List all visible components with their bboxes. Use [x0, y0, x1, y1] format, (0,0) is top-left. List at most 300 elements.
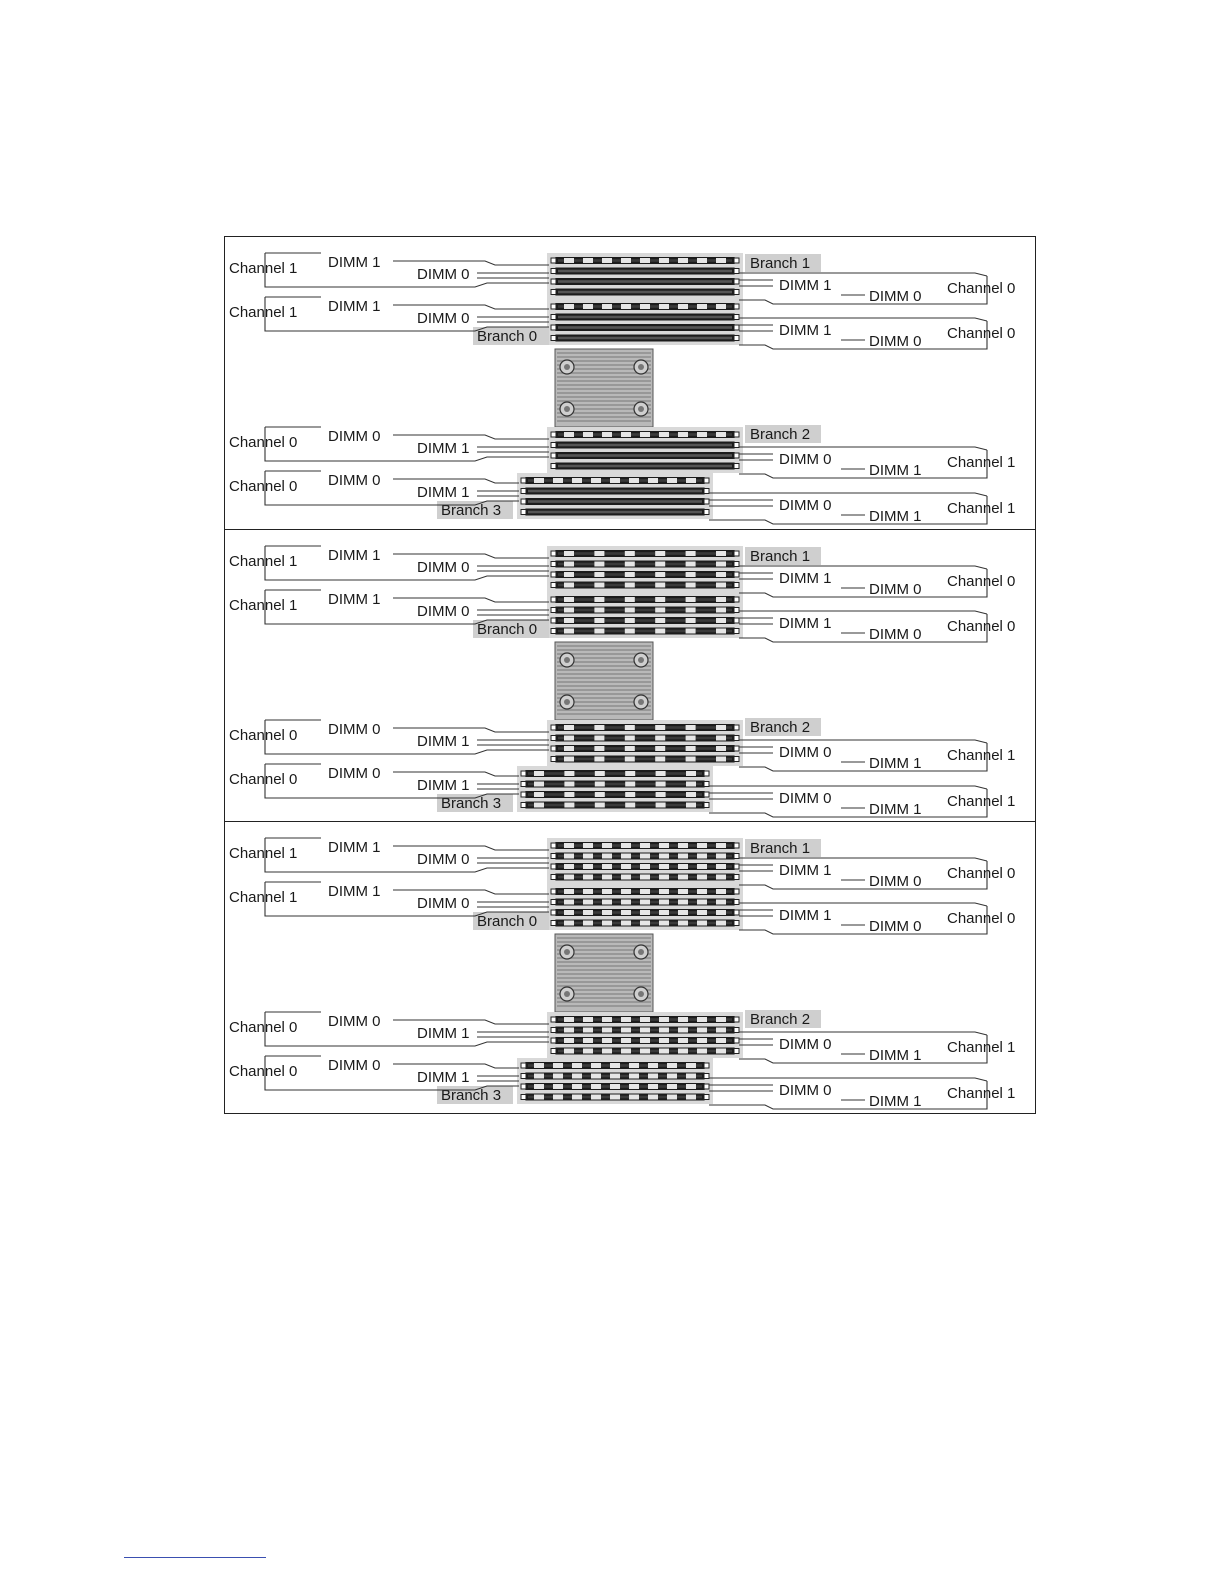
- dimm-chip: [564, 629, 574, 634]
- dimm-chip: [583, 910, 593, 915]
- dimm-chip: [553, 1084, 563, 1089]
- dimm-chip: [686, 782, 696, 787]
- dimm-edge: [558, 573, 732, 576]
- dimm-chip: [621, 1038, 631, 1043]
- dimm-chip: [648, 1095, 658, 1100]
- branch-label: Branch 0: [477, 913, 538, 930]
- dimm-chip: [625, 736, 635, 741]
- dimm-chip: [686, 771, 696, 776]
- dimm-slot: [551, 842, 739, 849]
- channel-bracket: [265, 427, 549, 461]
- leader-line: [393, 305, 549, 309]
- dimm-latch-left: [551, 1049, 556, 1054]
- dimm-chip: [697, 432, 707, 437]
- dimm-label: DIMM 0: [779, 744, 832, 761]
- dimm-chip: [564, 618, 574, 623]
- dimm-latch-left: [521, 792, 526, 797]
- dimm-chip: [583, 432, 593, 437]
- dimm-chip: [564, 757, 574, 762]
- channel-label: Channel 1: [947, 793, 1016, 810]
- channel-bracket: [739, 1032, 987, 1035]
- dimm-chip: [640, 432, 650, 437]
- dimm-latch-left: [521, 510, 526, 515]
- channel-label: Channel 1: [229, 553, 298, 570]
- dimm-latch-left: [521, 489, 526, 494]
- dimm-slot: [551, 1048, 739, 1055]
- dimm-chip: [625, 562, 635, 567]
- dimm-chip: [564, 1017, 574, 1022]
- dimm-label: DIMM 0: [869, 873, 922, 890]
- dimm-chip: [591, 1074, 601, 1079]
- dimm-chip: [656, 782, 666, 787]
- dimm-edge: [558, 270, 732, 273]
- dimm-slot: [551, 571, 739, 578]
- channel-bracket: [265, 1012, 549, 1046]
- channel-bracket: [709, 493, 987, 496]
- dimm-chip: [602, 1038, 612, 1043]
- panel-2-diagram: [225, 530, 1037, 822]
- dimm-chip: [678, 432, 688, 437]
- dimm-latch-left: [551, 921, 556, 926]
- dimm-chip: [602, 875, 612, 880]
- channel-bracket: [265, 297, 549, 331]
- dimm-slot: [551, 463, 739, 470]
- dimm-slot: [551, 735, 739, 742]
- dimm-chip: [534, 782, 544, 787]
- branch-label: Branch 3: [441, 1087, 502, 1104]
- dimm-latch-right: [734, 618, 739, 623]
- dimm-chip: [564, 562, 574, 567]
- channel-label: Channel 0: [947, 865, 1016, 882]
- dimm-latch-left: [551, 304, 556, 309]
- dimm-slot: [551, 561, 739, 568]
- dimm-chip: [621, 889, 631, 894]
- dimm-chip: [595, 782, 605, 787]
- channel-label: Channel 1: [947, 1085, 1016, 1102]
- channel-bracket: [739, 447, 987, 450]
- dimm-chip: [564, 597, 574, 602]
- dimm-latch-left: [551, 843, 556, 848]
- dimm-label: DIMM 0: [417, 895, 470, 912]
- heatsink-screw-center: [564, 699, 570, 705]
- dimm-chip: [697, 864, 707, 869]
- dimm-latch-left: [551, 258, 556, 263]
- branch-label: Branch 2: [750, 1011, 811, 1028]
- dimm-latch-right: [704, 782, 709, 787]
- dimm-chip: [716, 889, 726, 894]
- dimm-latch-right: [704, 1074, 709, 1079]
- branch-label: Branch 1: [750, 840, 811, 857]
- dimm-latch-right: [734, 562, 739, 567]
- dimm-chip: [686, 1074, 696, 1079]
- dimm-layout-panel-3: [225, 821, 1035, 1115]
- dimm-chip: [716, 562, 726, 567]
- dimm-group-branch1: [547, 253, 743, 299]
- dimm-slot: [551, 1016, 739, 1023]
- dimm-chip: [625, 551, 635, 556]
- dimm-label: DIMM 1: [417, 484, 470, 501]
- heatsink-screw-center: [564, 657, 570, 663]
- dimm-group-branch1: [547, 546, 743, 592]
- dimm-latch-left: [551, 551, 556, 556]
- dimm-chip: [686, 478, 696, 483]
- dimm-slot: [551, 628, 739, 635]
- dimm-edge: [528, 500, 702, 503]
- dimm-slot: [551, 596, 739, 603]
- dimm-latch-right: [734, 725, 739, 730]
- dimm-label: DIMM 1: [869, 801, 922, 818]
- dimm-chip: [716, 629, 726, 634]
- dimm-slot: [521, 477, 709, 484]
- dimm-chip: [583, 1038, 593, 1043]
- dimm-chip: [678, 900, 688, 905]
- channel-bracket: [739, 611, 987, 614]
- dimm-label: DIMM 1: [417, 1025, 470, 1042]
- dimm-label: DIMM 1: [328, 591, 381, 608]
- dimm-chip: [621, 1049, 631, 1054]
- dimm-slot: [521, 488, 709, 495]
- channel-bracket: [265, 590, 549, 624]
- dimm-chip: [716, 864, 726, 869]
- channel-bracket: [265, 720, 549, 754]
- dimm-chip: [678, 889, 688, 894]
- dimm-chip: [697, 1049, 707, 1054]
- dimm-chip: [625, 725, 635, 730]
- dimm-latch-right: [704, 499, 709, 504]
- dimm-label: DIMM 0: [417, 559, 470, 576]
- dimm-layout-panel-2: [225, 529, 1035, 821]
- dimm-slot: [551, 888, 739, 895]
- dimm-slot: [551, 874, 739, 881]
- dimm-latch-right: [734, 464, 739, 469]
- dimm-chip: [553, 1074, 563, 1079]
- dimm-chip: [572, 1063, 582, 1068]
- dimm-label: DIMM 0: [869, 581, 922, 598]
- dimm-latch-left: [551, 1038, 556, 1043]
- dimm-chip: [564, 792, 574, 797]
- dimm-chip: [564, 782, 574, 787]
- dimm-chip: [686, 551, 696, 556]
- channel-bracket: [709, 1078, 987, 1081]
- dimm-chip: [583, 258, 593, 263]
- dimm-edge: [558, 747, 732, 750]
- dimm-chip: [716, 608, 726, 613]
- dimm-latch-left: [551, 453, 556, 458]
- dimm-chip: [595, 792, 605, 797]
- branch-label: Branch 1: [750, 255, 811, 272]
- dimm-latch-left: [551, 1028, 556, 1033]
- dimm-chip: [594, 562, 604, 567]
- dimm-label: DIMM 0: [328, 472, 381, 489]
- dimm-label: DIMM 1: [779, 570, 832, 587]
- dimm-chip: [659, 910, 669, 915]
- dimm-chip: [594, 572, 604, 577]
- dimm-latch-left: [551, 629, 556, 634]
- dimm-slot: [521, 1094, 709, 1101]
- dimm-chip: [697, 921, 707, 926]
- channel-bracket: [739, 740, 987, 743]
- dimm-slot: [521, 802, 709, 809]
- dimm-chip: [621, 910, 631, 915]
- dimm-chip: [640, 864, 650, 869]
- dimm-chip: [656, 803, 666, 808]
- dimm-chip: [697, 843, 707, 848]
- dimm-chip: [659, 432, 669, 437]
- dimm-label: DIMM 0: [779, 790, 832, 807]
- dimm-chip: [564, 725, 574, 730]
- dimm-chip: [697, 889, 707, 894]
- dimm-chip: [621, 854, 631, 859]
- dimm-latch-left: [551, 269, 556, 274]
- dimm-chip: [716, 618, 726, 623]
- dimm-latch-left: [521, 1095, 526, 1100]
- dimm-slot: [551, 335, 739, 342]
- dimm-slot: [551, 745, 739, 752]
- dimm-latch-right: [734, 325, 739, 330]
- cpu-heatsink: [555, 934, 653, 1012]
- leader-line: [393, 479, 519, 483]
- dimm-latch-right: [734, 443, 739, 448]
- heatsink-screw-center: [638, 406, 644, 412]
- dimm-chip: [583, 854, 593, 859]
- dimm-label: DIMM 0: [869, 288, 922, 305]
- dimm-chip: [564, 608, 574, 613]
- dimm-chip: [655, 608, 665, 613]
- dimm-chip: [686, 618, 696, 623]
- dimm-label: DIMM 1: [779, 862, 832, 879]
- dimm-chip: [655, 725, 665, 730]
- dimm-chip: [594, 583, 604, 588]
- dimm-slot: [551, 899, 739, 906]
- channel-label: Channel 1: [947, 500, 1016, 517]
- channel-label: Channel 0: [947, 573, 1016, 590]
- dimm-chip: [678, 1028, 688, 1033]
- dimm-chip: [640, 304, 650, 309]
- dimm-latch-left: [551, 572, 556, 577]
- dimm-chip: [564, 736, 574, 741]
- dimm-chip: [583, 889, 593, 894]
- dimm-chip: [534, 771, 544, 776]
- dimm-latch-left: [551, 336, 556, 341]
- dimm-chip: [602, 900, 612, 905]
- dimm-chip: [564, 304, 574, 309]
- channel-bracket: [265, 546, 549, 580]
- heatsink-screw-center: [638, 364, 644, 370]
- dimm-label: DIMM 0: [417, 310, 470, 327]
- dimm-chip: [564, 875, 574, 880]
- dimm-edge: [558, 444, 732, 447]
- dimm-chip: [659, 875, 669, 880]
- dimm-chip: [716, 432, 726, 437]
- dimm-chip: [625, 608, 635, 613]
- dimm-slot: [551, 909, 739, 916]
- dimm-chip: [594, 551, 604, 556]
- dimm-chip: [678, 1049, 688, 1054]
- dimm-slot: [521, 781, 709, 788]
- dimm-chip: [716, 1049, 726, 1054]
- heatsink-screw-center: [638, 949, 644, 955]
- dimm-chip: [686, 583, 696, 588]
- dimm-chip: [591, 1084, 601, 1089]
- dimm-chip: [640, 1028, 650, 1033]
- channel-label: Channel 1: [947, 454, 1016, 471]
- dimm-edge: [558, 737, 732, 740]
- dimm-slot: [521, 791, 709, 798]
- dimm-chip: [621, 1017, 631, 1022]
- dimm-label: DIMM 0: [779, 451, 832, 468]
- dimm-latch-left: [551, 597, 556, 602]
- dimm-chip: [697, 304, 707, 309]
- dimm-chip: [572, 1095, 582, 1100]
- dimm-latch-right: [704, 1084, 709, 1089]
- channel-bracket: [739, 566, 987, 569]
- dimm-chip: [625, 629, 635, 634]
- dimm-label: DIMM 1: [869, 755, 922, 772]
- dimm-slot: [551, 278, 739, 285]
- dimm-label: DIMM 1: [417, 733, 470, 750]
- dimm-chip: [625, 746, 635, 751]
- dimm-chip: [553, 1063, 563, 1068]
- dimm-chip: [583, 864, 593, 869]
- dimm-chip: [640, 843, 650, 848]
- dimm-chip: [659, 900, 669, 905]
- dimm-chip: [686, 597, 696, 602]
- channel-bracket: [265, 838, 549, 872]
- dimm-latch-right: [734, 1017, 739, 1022]
- dimm-chip: [553, 1095, 563, 1100]
- dimm-latch-left: [551, 608, 556, 613]
- dimm-chip: [686, 803, 696, 808]
- dimm-chip: [716, 921, 726, 926]
- channel-bracket: [265, 253, 549, 287]
- leader-line: [393, 1020, 549, 1024]
- dimm-chip: [686, 1063, 696, 1068]
- dimm-edge: [558, 326, 732, 329]
- channel-label: Channel 0: [229, 1019, 298, 1036]
- branch-label: Branch 0: [477, 328, 538, 345]
- dimm-chip: [659, 1038, 669, 1043]
- dimm-chip: [625, 597, 635, 602]
- dimm-group-branch3: [517, 766, 713, 812]
- dimm-chip: [648, 1084, 658, 1089]
- branch-label: Branch 0: [477, 621, 538, 638]
- dimm-label: DIMM 1: [417, 1069, 470, 1086]
- dimm-chip: [564, 258, 574, 263]
- dimm-label: DIMM 1: [328, 547, 381, 564]
- dimm-chip: [655, 629, 665, 634]
- dimm-latch-right: [734, 608, 739, 613]
- dimm-latch-left: [521, 771, 526, 776]
- dimm-chip: [678, 1038, 688, 1043]
- dimm-chip: [678, 921, 688, 926]
- dimm-chip: [553, 478, 563, 483]
- dimm-chip: [678, 854, 688, 859]
- dimm-chip: [621, 875, 631, 880]
- dimm-chip: [655, 618, 665, 623]
- heatsink-screw-center: [638, 699, 644, 705]
- channel-label: Channel 1: [229, 845, 298, 862]
- dimm-chip: [678, 843, 688, 848]
- dimm-latch-left: [551, 583, 556, 588]
- heatsink-screw-center: [638, 991, 644, 997]
- dimm-edge: [558, 598, 732, 601]
- dimm-chip: [678, 304, 688, 309]
- dimm-chip: [583, 900, 593, 905]
- dimm-slot: [521, 770, 709, 777]
- dimm-latch-right: [704, 1063, 709, 1068]
- dimm-chip: [667, 1074, 677, 1079]
- dimm-label: DIMM 1: [869, 1093, 922, 1110]
- dimm-chip: [655, 757, 665, 762]
- dimm-chip: [667, 1084, 677, 1089]
- dimm-chip: [583, 1017, 593, 1022]
- dimm-chip: [716, 1028, 726, 1033]
- footnote-separator: [124, 1557, 266, 1558]
- dimm-chip: [602, 432, 612, 437]
- dimm-latch-right: [734, 757, 739, 762]
- dimm-label: DIMM 0: [328, 721, 381, 738]
- channel-label: Channel 1: [947, 747, 1016, 764]
- dimm-chip: [640, 921, 650, 926]
- dimm-latch-right: [734, 746, 739, 751]
- dimm-slot: [551, 582, 739, 589]
- dimm-chip: [640, 1049, 650, 1054]
- leader-line: [393, 1064, 519, 1068]
- dimm-latch-left: [551, 432, 556, 437]
- dimm-chip: [534, 1095, 544, 1100]
- channel-bracket: [265, 882, 549, 916]
- dimm-chip: [716, 725, 726, 730]
- dimm-label: DIMM 1: [328, 298, 381, 315]
- dimm-label: DIMM 1: [779, 615, 832, 632]
- dimm-slot: [551, 617, 739, 624]
- dimm-edge: [558, 291, 732, 294]
- dimm-chip: [716, 1038, 726, 1043]
- dimm-slot: [551, 756, 739, 763]
- dimm-latch-right: [734, 290, 739, 295]
- dimm-chip: [591, 1063, 601, 1068]
- channel-label: Channel 0: [229, 771, 298, 788]
- channel-label: Channel 0: [947, 618, 1016, 635]
- dimm-chip: [686, 725, 696, 730]
- dimm-edge: [528, 793, 702, 796]
- dimm-chip: [629, 1084, 639, 1089]
- dimm-chip: [697, 854, 707, 859]
- dimm-edge: [558, 584, 732, 587]
- dimm-latch-left: [551, 279, 556, 284]
- channel-bracket: [739, 318, 987, 321]
- memory-configuration-figure: [224, 236, 1036, 1114]
- dimm-chip: [716, 1017, 726, 1022]
- dimm-chip: [640, 875, 650, 880]
- dimm-slot: [551, 268, 739, 275]
- dimm-label: DIMM 0: [417, 266, 470, 283]
- channel-label: Channel 1: [229, 260, 298, 277]
- dimm-chip: [625, 583, 635, 588]
- channel-label: Channel 1: [947, 1039, 1016, 1056]
- dimm-chip: [667, 1095, 677, 1100]
- dimm-chip: [534, 792, 544, 797]
- dimm-edge: [558, 337, 732, 340]
- dimm-chip: [564, 432, 574, 437]
- dimm-chip: [583, 1028, 593, 1033]
- dimm-chip: [716, 854, 726, 859]
- dimm-latch-left: [551, 443, 556, 448]
- heatsink-screw-center: [638, 657, 644, 663]
- dimm-chip: [640, 889, 650, 894]
- dimm-latch-left: [521, 478, 526, 483]
- dimm-latch-right: [734, 279, 739, 284]
